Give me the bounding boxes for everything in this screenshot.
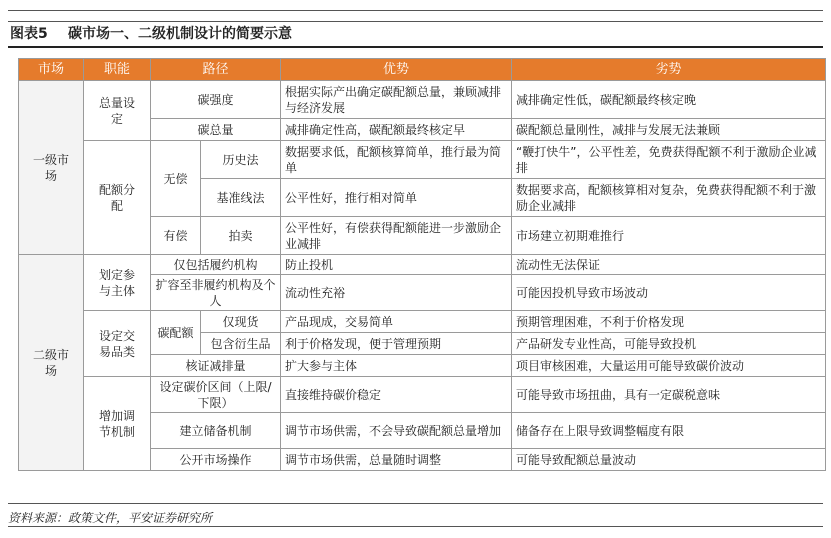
header-disadvantages: 劣势 xyxy=(512,59,826,81)
cell-advantage: 直接维持碳价稳定 xyxy=(281,377,512,413)
header-advantages: 优势 xyxy=(281,59,512,81)
cell-total-design: 总量设定 xyxy=(84,81,151,141)
source-rule xyxy=(8,503,823,504)
figure-title: 碳市场一、二级机制设计的简要示意 xyxy=(68,26,292,42)
table-row xyxy=(19,81,826,119)
cell-path: 基准线法 xyxy=(201,179,281,217)
header-market: 市场 xyxy=(19,59,84,81)
cell-disadvantage: 储备存在上限导致调整幅度有限 xyxy=(512,413,826,449)
source-note: 资料来源：政策文件，平安证券研究所 xyxy=(8,511,213,525)
cell-participants: 划定参与主体 xyxy=(84,255,151,311)
cell-free: 无偿 xyxy=(151,141,201,217)
cell-path: 包含衍生品 xyxy=(201,333,281,355)
cell-path: 仅包括履约机构 xyxy=(151,255,281,275)
cell-disadvantage: 项目审核困难，大量运用可能导致碳价波动 xyxy=(512,355,826,377)
cell-disadvantage: 数据要求高，配额核算相对复杂，免费获得配额不利于激励企业减排 xyxy=(512,179,826,217)
cell-advantage: 公平性好，有偿获得配额能进一步激励企业减排 xyxy=(281,217,512,255)
cell-path: 扩容至非履约机构及个人 xyxy=(151,275,281,311)
cell-advantage: 产品现成，交易简单 xyxy=(281,311,512,333)
cell-paid: 有偿 xyxy=(151,217,201,255)
cell-path: 历史法 xyxy=(201,141,281,179)
table-row xyxy=(19,141,826,179)
cell-disadvantage: 可能导致配额总量波动 xyxy=(512,449,826,471)
cell-advantage: 防止投机 xyxy=(281,255,512,275)
cell-advantage: 减排确定性高，碳配额最终核定早 xyxy=(281,119,512,141)
cell-path: 拍卖 xyxy=(201,217,281,255)
cell-disadvantage: “鞭打快牛”，公平性差，免费获得配额不利于激励企业减排 xyxy=(512,141,826,179)
cell-advantage: 公平性好，推行相对简单 xyxy=(281,179,512,217)
cell-advantage: 扩大参与主体 xyxy=(281,355,512,377)
cell-allocation: 配额分配 xyxy=(84,141,151,255)
cell-advantage: 调节市场供需，总量随时调整 xyxy=(281,449,512,471)
figure-number: 图表5 xyxy=(10,26,48,42)
cell-advantage: 根据实际产出确定碳配额总量，兼顾减排与经济发展 xyxy=(281,81,512,119)
table-row xyxy=(19,377,826,413)
table-row xyxy=(19,311,826,333)
figure-title-bar xyxy=(8,21,823,48)
cell-disadvantage: 可能导致市场扭曲，具有一定碳税意味 xyxy=(512,377,826,413)
cell-advantage: 利于价格发现，便于管理预期 xyxy=(281,333,512,355)
cell-primary-market: 一级市场 xyxy=(19,81,84,255)
top-rule xyxy=(8,10,823,11)
cell-secondary-market: 二级市场 xyxy=(19,255,84,471)
header-function: 职能 xyxy=(84,59,151,81)
cell-disadvantage: 产品研发专业性高，可能导致投机 xyxy=(512,333,826,355)
cell-disadvantage: 碳配额总量刚性，减排与发展无法兼顾 xyxy=(512,119,826,141)
cell-advantage: 调节市场供需，不会导致碳配额总量增加 xyxy=(281,413,512,449)
bottom-rule xyxy=(8,526,823,527)
cell-path: 核证减排量 xyxy=(151,355,281,377)
mechanism-table xyxy=(18,58,826,471)
header-row xyxy=(19,59,826,81)
cell-advantage: 数据要求低，配额核算简单，推行最为简单 xyxy=(281,141,512,179)
cell-path: 设定碳价区间（上限/下限） xyxy=(151,377,281,413)
cell-disadvantage: 预期管理困难，不利于价格发现 xyxy=(512,311,826,333)
cell-allowance: 碳配额 xyxy=(151,311,201,355)
cell-path: 建立储备机制 xyxy=(151,413,281,449)
cell-products: 设定交易品类 xyxy=(84,311,151,377)
cell-path: 碳总量 xyxy=(151,119,281,141)
cell-disadvantage: 市场建立初期难推行 xyxy=(512,217,826,255)
cell-path: 碳强度 xyxy=(151,81,281,119)
cell-disadvantage: 减排确定性低，碳配额最终核定晚 xyxy=(512,81,826,119)
table-row xyxy=(19,255,826,275)
cell-advantage: 流动性充裕 xyxy=(281,275,512,311)
cell-disadvantage: 流动性无法保证 xyxy=(512,255,826,275)
header-path: 路径 xyxy=(151,59,281,81)
cell-path: 公开市场操作 xyxy=(151,449,281,471)
cell-path: 仅现货 xyxy=(201,311,281,333)
cell-regulation: 增加调节机制 xyxy=(84,377,151,471)
cell-disadvantage: 可能因投机导致市场波动 xyxy=(512,275,826,311)
